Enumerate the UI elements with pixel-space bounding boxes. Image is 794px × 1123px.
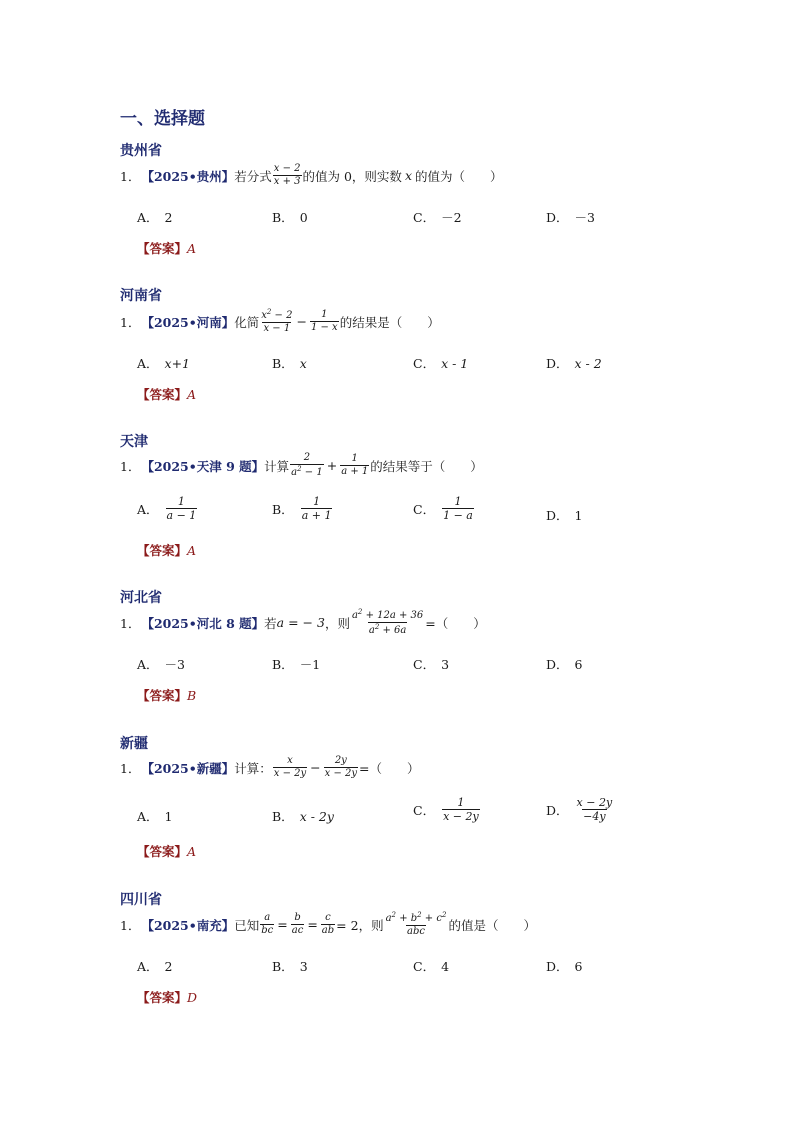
region-title-hebei: 河北省: [120, 590, 162, 606]
fraction: [290, 453, 324, 478]
answer-label: 【答案】: [137, 844, 188, 859]
fraction: [273, 164, 302, 187]
option-label: B．: [272, 657, 294, 672]
option-value: 0: [299, 209, 308, 225]
question-text: 化简: [234, 314, 260, 330]
denominator: bc: [261, 925, 274, 936]
fraction: [273, 756, 307, 779]
numerator: 1: [313, 495, 321, 508]
option-a[interactable]: [137, 807, 172, 825]
option-d[interactable]: [546, 655, 582, 673]
option-b[interactable]: [272, 655, 320, 673]
denominator: 1 − x: [310, 322, 338, 333]
option-a[interactable]: [137, 354, 190, 372]
minus-sign: −: [310, 760, 321, 775]
region-title-henan: 河南省: [120, 288, 162, 304]
answer-value: A: [187, 241, 197, 256]
option-value: 6: [574, 656, 583, 672]
option-value: 3: [299, 958, 308, 974]
numerator: 2: [303, 452, 311, 463]
denominator: a + 1: [301, 509, 332, 522]
fraction: [351, 609, 424, 636]
option-c[interactable]: [413, 797, 481, 822]
plus-sign: +: [326, 458, 338, 473]
option-value: 4: [441, 958, 450, 974]
fraction: [340, 454, 369, 477]
option-label: A．: [137, 959, 159, 974]
answer-line: [137, 686, 196, 704]
numerator: 1: [454, 495, 462, 508]
option-b[interactable]: [272, 957, 308, 975]
option-label: B．: [272, 356, 294, 371]
option-d[interactable]: [546, 797, 614, 822]
denominator: x − 2y: [443, 810, 479, 823]
fraction: [301, 496, 333, 521]
option-d[interactable]: [546, 354, 602, 372]
option-d[interactable]: [546, 957, 582, 975]
question-source: 【2025•新疆】: [141, 760, 235, 776]
option-label: C．: [413, 959, 436, 974]
question-text: = 2，则: [336, 917, 384, 933]
fraction: [324, 756, 358, 779]
option-c[interactable]: [413, 208, 462, 226]
answer-label: 【答案】: [137, 688, 188, 703]
option-label: D．: [546, 508, 569, 523]
option-label: D．: [546, 210, 569, 225]
fraction: [321, 913, 335, 936]
numerator: $a^2 + 12a + 36$: [351, 608, 424, 621]
question-tianjin: [120, 453, 483, 478]
option-value: 1: [164, 808, 173, 824]
equals-sign: =: [307, 917, 318, 932]
fraction: [442, 797, 480, 822]
option-label: D．: [546, 356, 569, 371]
question-source: 【2025•河北 8 题】: [141, 615, 265, 631]
question-guizhou: [120, 164, 503, 187]
option-d[interactable]: [546, 208, 595, 226]
option-label: D．: [546, 959, 569, 974]
fraction: [576, 797, 614, 822]
question-text: 的结果是（ ）: [339, 314, 440, 330]
numerator: x: [287, 755, 293, 766]
option-c[interactable]: [413, 496, 475, 521]
question-text: 计算：: [234, 760, 272, 776]
denominator: ab: [321, 925, 335, 936]
question-text: 的值为（ ）: [415, 168, 503, 184]
denominator: 1 − a: [443, 509, 473, 522]
option-label: D．: [546, 802, 569, 818]
question-text: 已知: [234, 917, 260, 933]
option-value: 3: [441, 656, 450, 672]
answer-value: D: [187, 990, 198, 1005]
denominator: x − 1: [263, 323, 291, 334]
question-hebei: [120, 609, 486, 636]
question-text: =（ ）: [359, 760, 420, 776]
denominator: x + 3: [273, 176, 301, 187]
answer-line: [137, 385, 196, 403]
question-text: 若: [264, 615, 277, 631]
numerator: $x^2 - 2$: [261, 308, 293, 321]
option-b[interactable]: [272, 807, 334, 825]
equals-sign: =: [277, 917, 288, 932]
option-d[interactable]: [546, 506, 582, 524]
numerator: 1: [351, 453, 358, 464]
question-number: 1．: [120, 917, 141, 933]
option-value: 2: [164, 209, 173, 225]
option-b[interactable]: [272, 354, 307, 372]
option-value: －2: [441, 210, 462, 225]
question-source: 【2025•河南】: [141, 314, 235, 330]
numerator: 1: [177, 495, 185, 508]
option-label: B．: [272, 809, 294, 824]
numerator: 2y: [334, 755, 347, 766]
question-sichuan: [120, 912, 536, 937]
question-number: 1．: [120, 615, 141, 631]
question-source: 【2025•南充】: [141, 917, 235, 933]
numerator: x − 2y: [576, 796, 613, 809]
region-title-guizhou: 贵州省: [120, 143, 162, 159]
option-label: A．: [137, 501, 159, 517]
option-label: A．: [137, 210, 159, 225]
option-label: D．: [546, 657, 569, 672]
denominator: a + 1: [341, 466, 369, 477]
option-c[interactable]: [413, 354, 468, 372]
question-number: 1．: [120, 168, 141, 184]
numerator: 1: [457, 796, 465, 809]
option-a[interactable]: [137, 208, 172, 226]
option-label: C．: [413, 501, 436, 517]
fraction: [442, 496, 474, 521]
denominator: $a^2 + 6a$: [368, 623, 407, 636]
option-value: x: [299, 355, 307, 371]
question-text: 若分式: [234, 168, 272, 184]
option-label: C．: [413, 657, 436, 672]
option-label: B．: [272, 959, 294, 974]
answer-line: [137, 239, 196, 257]
option-label: A．: [137, 356, 159, 371]
fraction: [166, 496, 198, 521]
option-b[interactable]: [272, 496, 333, 521]
numerator: c: [325, 912, 331, 923]
question-number: 1．: [120, 458, 141, 474]
option-value: －3: [574, 210, 595, 225]
denominator: x − 2y: [273, 768, 307, 779]
region-title-xinjiang: 新疆: [120, 736, 148, 752]
question-number: 1．: [120, 760, 141, 776]
variable: x: [404, 168, 412, 183]
option-label: C．: [413, 802, 436, 818]
question-text: =（ ）: [425, 615, 486, 631]
fraction: [385, 912, 448, 937]
denominator: $a^2 - 1$: [291, 465, 323, 478]
option-c[interactable]: [413, 655, 449, 673]
option-b[interactable]: [272, 208, 308, 226]
option-a[interactable]: [137, 496, 198, 521]
fraction: [260, 309, 293, 334]
denominator: ac: [291, 925, 304, 936]
answer-value: A: [187, 844, 197, 859]
numerator: a: [264, 912, 271, 923]
option-label: B．: [272, 501, 294, 517]
fraction: [310, 310, 339, 333]
numerator: x − 2: [273, 163, 301, 174]
answer-value: A: [187, 543, 197, 558]
option-value: 1: [574, 507, 583, 523]
question-text: 计算: [264, 458, 290, 474]
denominator: a − 1: [166, 509, 197, 522]
fraction: [291, 913, 305, 936]
option-value: x - 1: [441, 355, 469, 371]
answer-label: 【答案】: [137, 990, 188, 1005]
question-text: ，则: [324, 615, 350, 631]
answer-label: 【答案】: [137, 387, 188, 402]
option-value: 2: [164, 958, 173, 974]
answer-line: [137, 541, 196, 559]
region-title-tianjin: 天津: [120, 434, 148, 450]
question-xinjiang: [120, 756, 420, 779]
option-label: B．: [272, 210, 294, 225]
option-value: 6: [574, 958, 583, 974]
numerator: 1: [321, 309, 328, 320]
minus-sign: −: [296, 314, 307, 329]
denominator: x − 2y: [324, 768, 358, 779]
option-a[interactable]: [137, 957, 172, 975]
answer-value: B: [187, 688, 197, 703]
numerator: $a^2 + b^2 + c^2$: [385, 911, 447, 924]
question-text: 的值是（ ）: [448, 917, 536, 933]
question-text: 的值为 0，则实数: [302, 168, 402, 184]
option-a[interactable]: [137, 655, 185, 673]
answer-label: 【答案】: [137, 241, 188, 256]
option-value: x - 2: [574, 355, 602, 371]
option-value: x - 2y: [299, 808, 334, 824]
option-label: C．: [413, 356, 436, 371]
question-henan: [120, 309, 440, 334]
section-title: 一、选择题: [120, 109, 205, 129]
option-label: A．: [137, 809, 159, 824]
option-value: x+1: [164, 355, 191, 371]
question-source: 【2025•天津 9 题】: [141, 458, 265, 474]
answer-value: A: [187, 387, 197, 402]
option-label: A．: [137, 657, 159, 672]
question-text: 的结果等于（ ）: [370, 458, 483, 474]
option-label: C．: [413, 210, 436, 225]
question-source: 【2025•贵州】: [141, 168, 235, 184]
denominator: abc: [407, 926, 425, 937]
condition: a = − 3: [276, 615, 325, 630]
question-number: 1．: [120, 314, 141, 330]
fraction: [260, 913, 274, 936]
answer-line: [137, 988, 197, 1006]
option-c[interactable]: [413, 957, 449, 975]
denominator: −4y: [583, 810, 606, 823]
answer-label: 【答案】: [137, 543, 188, 558]
option-value: －3: [164, 657, 185, 672]
region-title-sichuan: 四川省: [120, 892, 162, 908]
answer-line: [137, 842, 196, 860]
option-value: －1: [299, 657, 321, 672]
numerator: b: [294, 912, 301, 923]
